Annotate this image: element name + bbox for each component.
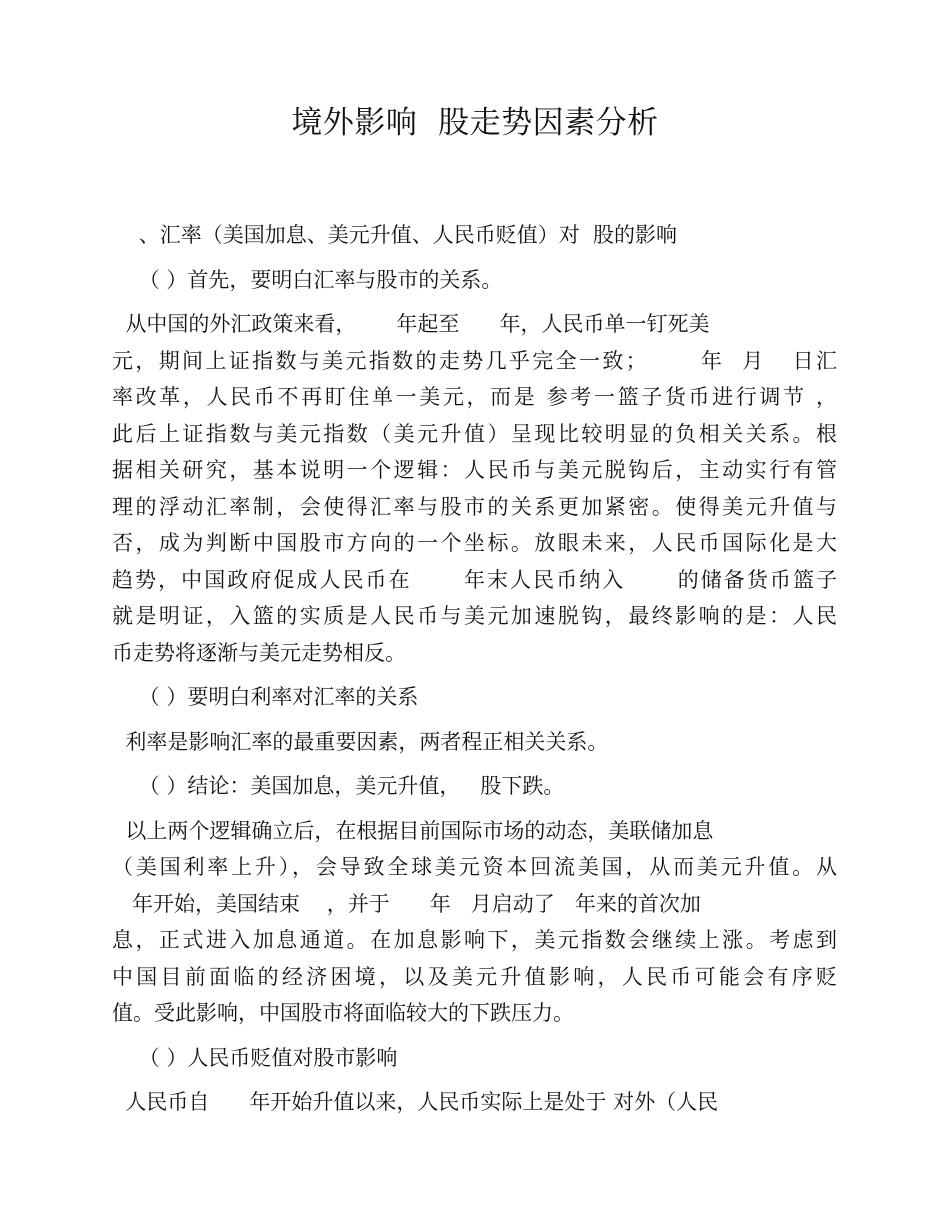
text-line: 、汇率（美国加息、美元升值、人民币贬值）对 股的影响 bbox=[112, 223, 678, 247]
document-title: 境外影响 股走势因素分析 bbox=[291, 105, 659, 141]
text-line: 人民币自 年开始升值以来，人民币实际上是处于 对外（人民 bbox=[112, 1090, 719, 1114]
text-line: 否，成为判断中国股市方向的一个坐标。放眼未来，人民币国际化是大 bbox=[112, 531, 837, 555]
text-line: （ ）人民币贬值对股市影响 bbox=[112, 1045, 398, 1070]
text-line: 据相关研究，基本说明一个逻辑：人民币与美元脱钩后，主动实行有管 bbox=[112, 458, 837, 482]
paragraph-gap bbox=[112, 298, 837, 306]
text-line: 元，期间上证指数与美元指数的走势几乎完全一致； 年 月 日汇 bbox=[112, 348, 837, 373]
paragraph-gap bbox=[112, 1032, 837, 1040]
text-line: （ ）要明白利率对汇率的关系 bbox=[112, 685, 419, 709]
text-line: 从中国的外汇政策来看， 年起至 年，人民币单一钉死美 bbox=[112, 312, 710, 336]
text-line: 币走势将逐渐与美元走势相反。 bbox=[112, 640, 406, 665]
text-line: 中国目前面临的经济困境，以及美元升值影响，人民币可能会有序贬 bbox=[112, 964, 837, 989]
paragraph-gap bbox=[112, 760, 837, 768]
text-line: 以上两个逻辑确立后，在根据目前国际市场的动态，美联储加息 bbox=[112, 818, 714, 843]
text-line: 此后上证指数与美元指数（美元升值）呈现比较明显的负相关关系。根 bbox=[112, 421, 837, 446]
text-line: 趋势，中国政府促成人民币在 年末人民币纳入 的储备货币篮子 bbox=[112, 567, 837, 592]
text-line: 息，正式进入加息通道。在加息影响下，美元指数会继续上涨。考虑到 bbox=[112, 928, 837, 952]
paragraph-gap bbox=[112, 716, 837, 724]
paragraph-gap bbox=[112, 805, 837, 813]
paragraph-gap bbox=[112, 254, 837, 262]
text-line: （ ）结论：美国加息，美元升值， 股下跌。 bbox=[112, 774, 565, 798]
text-line: 就是明证，入篮的实质是人民币与美元加速脱钩，最终影响的是：人民 bbox=[112, 604, 837, 628]
text-line: 率改革，人民币不再盯住单一美元，而是 参考一篮子货币进行调节 ， bbox=[112, 385, 837, 409]
text-line: （ ）首先，要明白汇率与股市的关系。 bbox=[112, 267, 503, 292]
paragraph-gap bbox=[112, 1076, 837, 1084]
text-line: 理的浮动汇率制，会使得汇率与股市的关系更加紧密。使得美元升值与 bbox=[112, 494, 837, 519]
document-body bbox=[112, 217, 837, 1121]
text-line: （美国利率上升），会导致全球美元资本回流美国，从而美元升值。从 bbox=[112, 855, 837, 879]
paragraph-gap bbox=[112, 671, 837, 679]
text-line: 利率是影响汇率的最重要因素，两者程正相关关系。 bbox=[112, 729, 609, 754]
text-line: 值。受此影响，中国股市将面临较大的下跌压力。 bbox=[112, 1001, 574, 1025]
text-line: 年开始，美国结束 ，并于 年 月启动了 年来的首次加 bbox=[112, 891, 701, 916]
